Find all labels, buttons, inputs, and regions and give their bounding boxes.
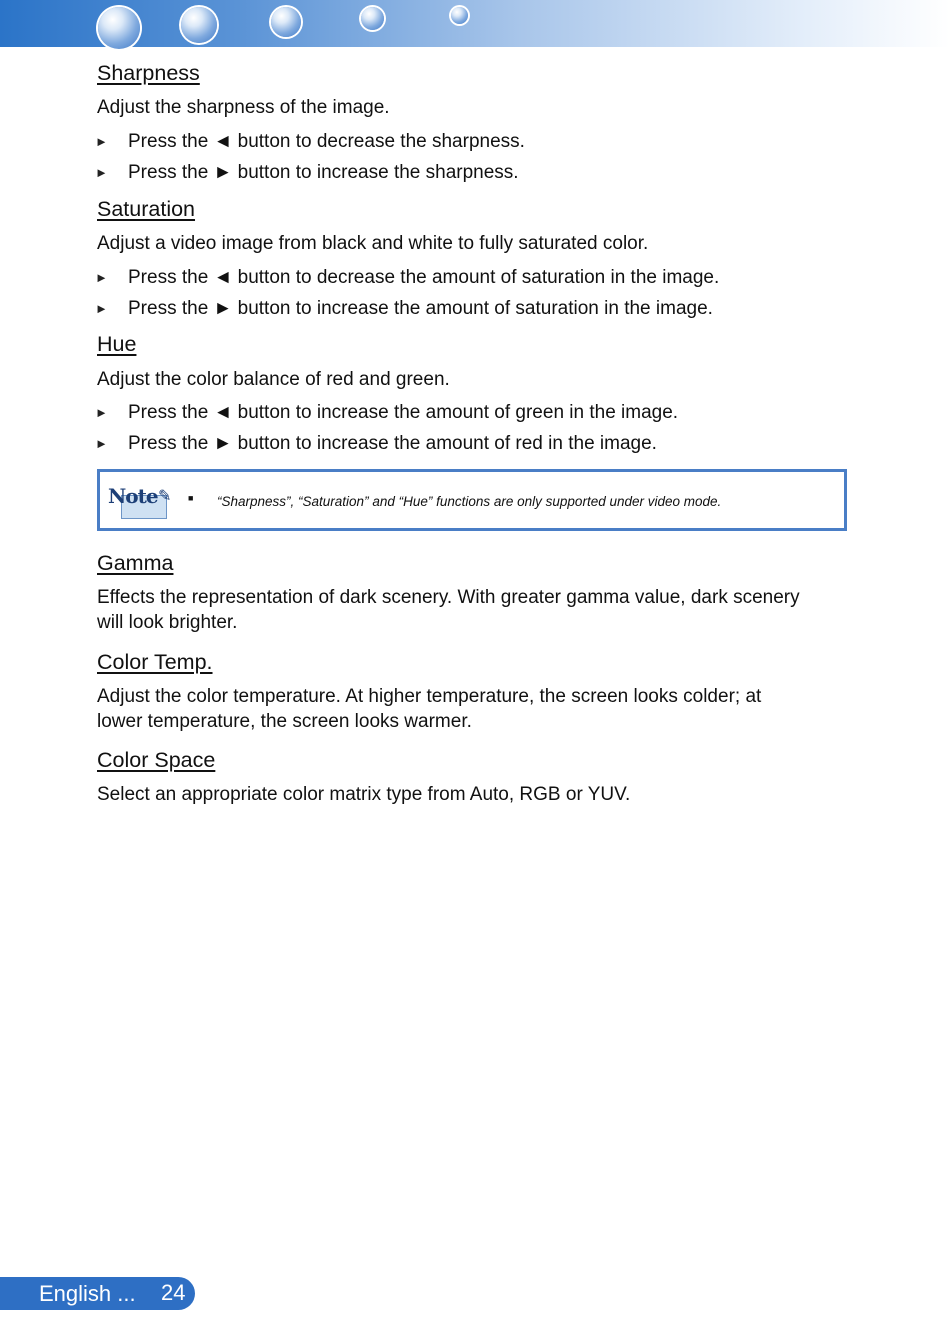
section-description: Adjust a video image from black and white to fully saturated color.: [97, 233, 649, 254]
list-item: [97, 129, 857, 160]
section-title: Gamma: [97, 551, 174, 575]
bullet-arrow-icon: ►: [95, 405, 108, 420]
header-banner: [0, 0, 950, 47]
section-title: Color Space: [97, 748, 216, 772]
list-item: [97, 431, 857, 462]
page-number: 24: [161, 1280, 186, 1305]
list-item-text: Press the ► button to increase the sharpness.: [128, 162, 519, 183]
section-description-line: lower temperature, the screen looks warmer.: [97, 711, 472, 732]
note-icon-label: Note: [108, 484, 158, 508]
bullet-arrow-icon: ►: [95, 134, 108, 149]
list-item: [97, 265, 857, 296]
decorative-bubble: [361, 7, 384, 30]
bullet-arrow-icon: ►: [95, 270, 108, 285]
bullet-arrow-icon: ►: [95, 436, 108, 451]
list-item-text: Press the ► button to increase the amount of saturation in the image.: [128, 298, 713, 319]
note-text: “Sharpness”, “Saturation” and “Hue” functions are only supported under video mode.: [217, 494, 722, 509]
list-item-text: Press the ◄ button to decrease the sharpness.: [128, 131, 525, 152]
bullet-arrow-icon: ►: [95, 165, 108, 180]
bullet-arrow-icon: ►: [95, 301, 108, 316]
decorative-bubble: [181, 7, 217, 43]
footer-page-indicator: [0, 1277, 195, 1310]
section-description-line: Select an appropriate color matrix type from Auto, RGB or YUV.: [97, 784, 631, 805]
section-description-line: Adjust the color temperature. At higher temperature, the screen looks colder; at: [97, 686, 762, 707]
section-color-space: [97, 746, 867, 807]
section-color-temp: [97, 648, 867, 734]
section-description-line: Effects the representation of dark scenery. With greater gamma value, dark scenery: [97, 587, 800, 608]
pen-icon: ✎: [158, 488, 172, 505]
list-item-text: Press the ◄ button to increase the amount of green in the image.: [128, 402, 679, 423]
section-description-line: will look brighter.: [97, 612, 238, 633]
decorative-bubble: [271, 7, 301, 37]
section-title: Saturation: [97, 197, 196, 221]
note-icon: [108, 484, 170, 520]
footer-language: English ...: [39, 1281, 136, 1306]
section-title: Color Temp.: [97, 650, 213, 674]
section-title: Hue: [97, 332, 137, 356]
square-bullet-icon: ■: [188, 493, 194, 503]
section-description: Adjust the sharpness of the image.: [97, 97, 390, 118]
list-item-text: Press the ◄ button to decrease the amount of saturation in the image.: [128, 267, 720, 288]
decorative-bubble: [98, 7, 140, 49]
decorative-bubble: [451, 7, 468, 24]
list-item: [97, 296, 857, 327]
section-description: Adjust the color balance of red and green.: [97, 369, 450, 390]
section-sharpness: [97, 59, 857, 191]
list-item: [97, 400, 857, 431]
list-item-text: Press the ► button to increase the amount of red in the image.: [128, 433, 657, 454]
section-hue: [97, 330, 857, 462]
note-box: [97, 469, 847, 531]
section-gamma: [97, 549, 867, 635]
section-saturation: [97, 195, 857, 327]
list-item: [97, 160, 857, 191]
section-title: Sharpness: [97, 61, 200, 85]
